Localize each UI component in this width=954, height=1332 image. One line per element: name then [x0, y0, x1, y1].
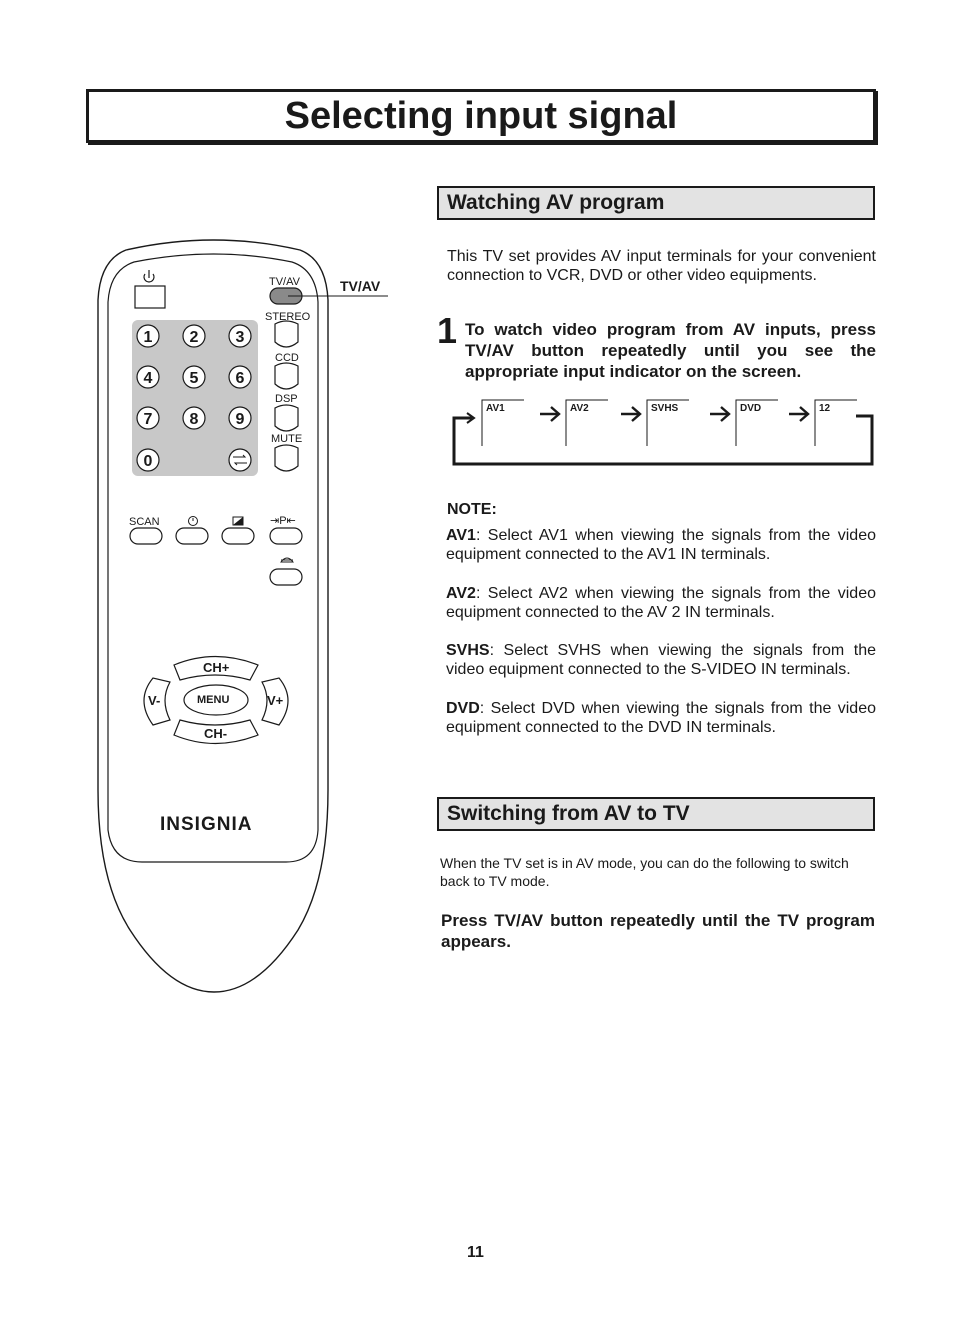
- tvav-button-label: TV/AV: [269, 276, 300, 288]
- flow-box-av2: [566, 400, 608, 446]
- flow-box-av1: [482, 400, 524, 446]
- watching-intro: This TV set provides AV input terminals for your convenient connection to VCR, DVD or other video equipments.: [447, 248, 876, 284]
- note-term: AV1: [446, 527, 476, 544]
- mute-label: MUTE: [271, 433, 303, 445]
- flow-label: 12: [819, 403, 831, 414]
- page-title-box: [86, 89, 876, 143]
- digit-button-0[interactable]: [137, 449, 159, 471]
- channel-down-label: CH-: [204, 726, 228, 741]
- page-number: 11: [467, 1244, 484, 1261]
- menu-label: MENU: [197, 694, 230, 706]
- channel-up-label: CH+: [203, 660, 230, 675]
- flow-label: AV2: [570, 403, 589, 414]
- digit-label: 8: [189, 411, 199, 428]
- note-term: SVHS: [446, 642, 490, 659]
- input-cycle-diagram: [448, 394, 878, 472]
- mute-button[interactable]: [275, 445, 298, 471]
- flow-arrow-icon: [710, 407, 729, 421]
- note-text: : Select AV1 when viewing the signals from the video equipment connected to the AV1 IN terminals.: [446, 527, 876, 563]
- note-text: : Select AV2 when viewing the signals from the video equipment connected to the AV 2 IN terminals.: [446, 585, 876, 621]
- remote-control-illustration: [90, 230, 400, 1000]
- switching-instruction: Press TV/AV button repeatedly until the TV program appears.: [441, 911, 875, 951]
- power-button[interactable]: [135, 286, 165, 308]
- picture-button[interactable]: [222, 528, 254, 544]
- step-number: 1: [437, 310, 458, 351]
- digit-button-7[interactable]: [137, 407, 159, 429]
- flow-label: AV1: [486, 403, 505, 414]
- note-item: [446, 641, 876, 679]
- digit-label: 5: [189, 370, 199, 387]
- sleep-button[interactable]: [176, 528, 208, 544]
- flow-box-svhs: [647, 400, 689, 446]
- digit-button-2[interactable]: [183, 325, 205, 347]
- watching-heading: Watching AV program: [447, 191, 665, 214]
- digit-label: 6: [235, 370, 245, 387]
- lock-button[interactable]: [270, 569, 302, 585]
- ccd-button[interactable]: [275, 363, 298, 389]
- digit-label: 0: [143, 453, 153, 470]
- tvav-callout-label: TV/AV: [340, 278, 381, 294]
- switching-intro: When the TV set is in AV mode, you can do the following to switch back to TV mode.: [440, 855, 849, 889]
- digit-button-4[interactable]: [137, 366, 159, 388]
- stereo-button[interactable]: [275, 321, 298, 347]
- note-item: [446, 699, 876, 737]
- note-item: [446, 526, 876, 564]
- brand-logo: INSIGNIA: [160, 814, 253, 835]
- watching-heading-box: [437, 186, 875, 220]
- scan-button[interactable]: [130, 528, 162, 544]
- recall-button[interactable]: [229, 449, 251, 471]
- flow-label: SVHS: [651, 403, 679, 414]
- volume-down-label: V-: [148, 693, 161, 708]
- dsp-button[interactable]: [275, 405, 298, 431]
- flow-box-12: [815, 400, 857, 446]
- step-text: To watch video program from AV inputs, press TV/AV button repeatedly until you see the appropriate input indicator on the screen.: [465, 320, 876, 381]
- digit-label: 4: [143, 370, 153, 387]
- digit-label: 3: [235, 329, 245, 346]
- note-text: : Select DVD when viewing the signals from the video equipment connected to the DVD IN terminals.: [446, 700, 876, 736]
- switching-heading: Switching from AV to TV: [447, 802, 690, 825]
- scan-label: SCAN: [129, 516, 160, 528]
- pip-label: ⇥P⇤: [270, 515, 296, 527]
- flow-loopback-line: [454, 413, 872, 464]
- dsp-label: DSP: [275, 393, 298, 405]
- digit-button-6[interactable]: [229, 366, 251, 388]
- digit-button-8[interactable]: [183, 407, 205, 429]
- note-term: DVD: [446, 700, 480, 717]
- digit-label: 9: [235, 411, 245, 428]
- note-term: AV2: [446, 585, 476, 602]
- digit-button-9[interactable]: [229, 407, 251, 429]
- page-title: Selecting input signal: [284, 95, 678, 137]
- note-heading: NOTE:: [447, 501, 497, 518]
- ccd-label: CCD: [275, 352, 299, 364]
- digit-button-3[interactable]: [229, 325, 251, 347]
- digit-label: 2: [189, 329, 199, 346]
- note-text: : Select SVHS when viewing the signals from the video equipment connected to the S-VIDEO IN terminals.: [446, 642, 876, 678]
- flow-box-dvd: [736, 400, 778, 446]
- flow-arrow-icon: [789, 407, 808, 421]
- note-item: [446, 584, 876, 622]
- digit-button-1[interactable]: [137, 325, 159, 347]
- flow-arrow-icon: [540, 407, 559, 421]
- flow-arrow-icon: [621, 407, 640, 421]
- digit-button-5[interactable]: [183, 366, 205, 388]
- flow-label: DVD: [740, 403, 762, 414]
- digit-label: 7: [143, 411, 153, 428]
- digit-label: 1: [143, 329, 153, 346]
- switching-heading-box: [437, 797, 875, 831]
- stereo-label: STEREO: [265, 311, 311, 323]
- volume-up-label: V+: [267, 693, 284, 708]
- pip-button[interactable]: [270, 528, 302, 544]
